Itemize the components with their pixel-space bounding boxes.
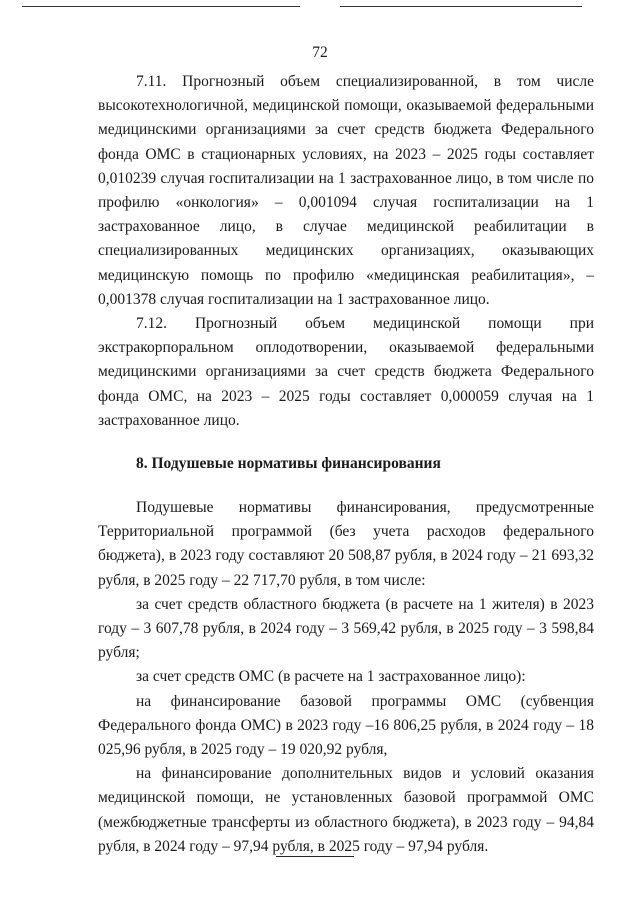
paragraph-oms-intro: за счет средств ОМС (в расчете на 1 застрахованное лицо):: [136, 668, 526, 686]
top-rule-gap: [300, 4, 340, 9]
paragraph-7-11: 7.11. Прогнозный объем специализированной, в том числе высокотехнологичной, медицинской помощи, оказываемой федеральными медицинскими организациями за счет средств бюджета Федерального фонда ОМС в стационарных условиях, на 2023 – 2025 годы составляет 0,010239 случая госпитализации на 1 застрахованное лицо, в том числе по профилю «онкология» – 0,001094 случая госпитализации на 1 застрахованное лицо, в случае медицинской реабилитации в специализированных медицинских организациях, оказывающих медицинскую помощь по профилю «медицинская реабилитация», – 0,001378 случая госпитализации на 1 застрахованное лицо.: [98, 73, 594, 308]
paragraph-regional-budget: за счет средств областного бюджета (в расчете на 1 жителя) в 2023 году – 3 607,78 рубля, в 2024 году – 3 569,42 рубля, в 2025 году – 3 598,84 рубля;: [98, 595, 594, 662]
paragraph-base-program: на финансирование базовой программы ОМС (субвенция Федерального фонда ОМС) в 2023 году –16 806,25 рубля, в 2024 году – 18 025,96 рубля, в 2025 году – 19 020,92 рубля,: [98, 692, 594, 759]
section-heading: 8. Подушевые нормативы финансирования: [136, 455, 441, 473]
document-body: [98, 70, 594, 859]
paragraph-per-capita-norms: Подушевые нормативы финансирования, предусмотренные Территориальной программой (без учета расходов федерального бюджета), в 2023 году составляют 20 508,87 рубля, в 2024 году – 21 693,32 рубля, в 2025 году – 22 717,70 рубля, в том числе:: [98, 499, 594, 589]
paragraph-7-12: 7.12. Прогнозный объем медицинской помощи при экстракорпоральном оплодотворении, оказываемой федеральными медицинскими организациями за счет средств бюджета Федерального фонда ОМС, на 2023 – 2025 годы составляет 0,000059 случая на 1 застрахованное лицо.: [98, 315, 594, 429]
page-number: 72: [312, 44, 328, 61]
paragraph-additional-care: на финансирование дополнительных видов и условий оказания медицинской помощи, не установленных базовой программой ОМС (межбюджетные трансферты из областного бюджета), в 2023 году – 94,84 рубля, в 2024 году – 97,94 рубля, в 2025 году – 97,94 рубля.: [98, 765, 594, 855]
footer-rule: [276, 856, 354, 857]
